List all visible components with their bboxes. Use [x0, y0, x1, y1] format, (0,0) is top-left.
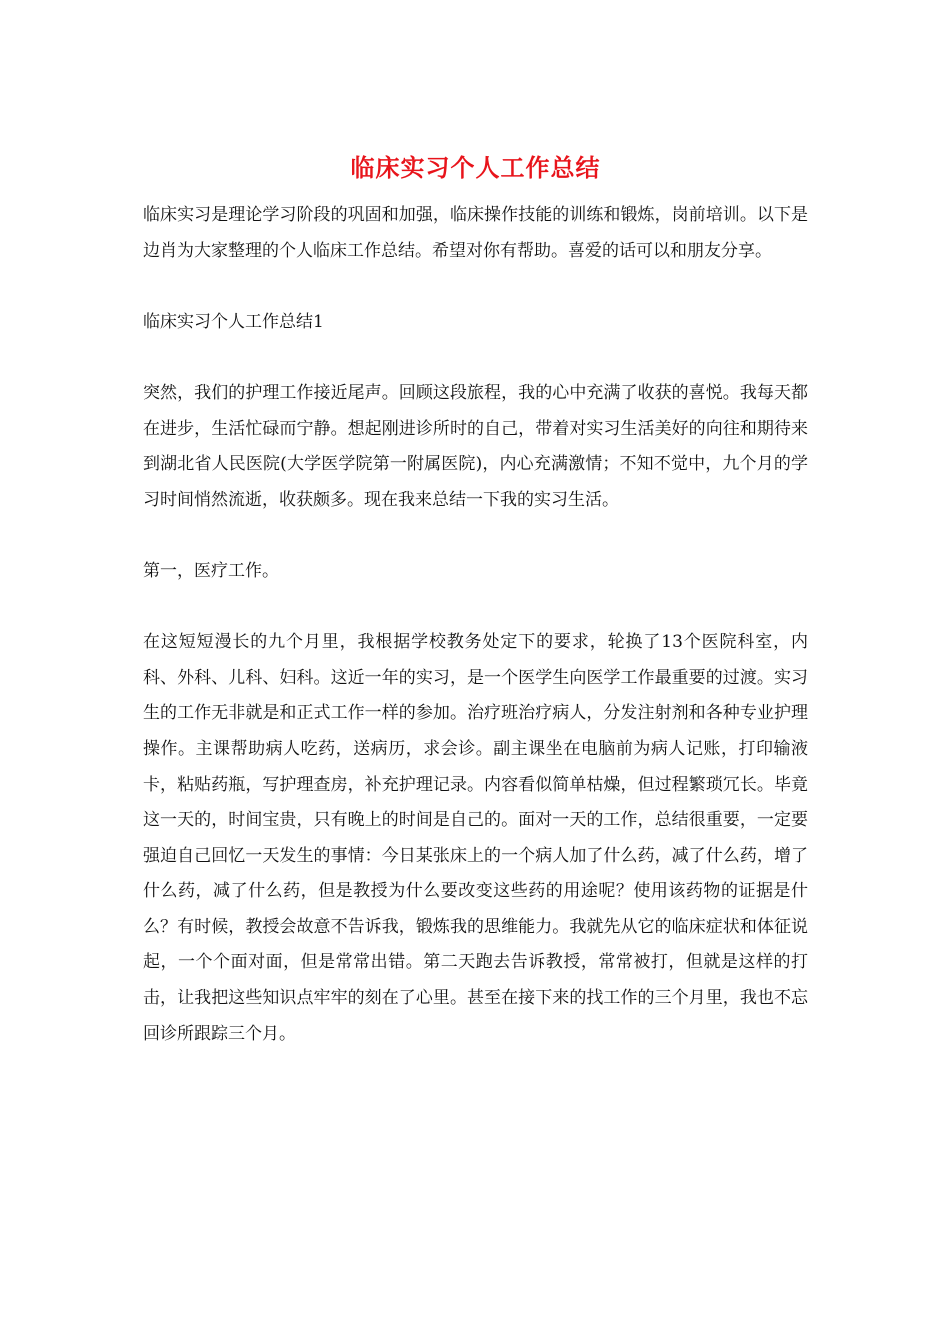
document-content — [143, 148, 808, 1052]
paragraph-spacer — [143, 340, 808, 376]
subsection-heading: 第一，医疗工作。 — [143, 560, 279, 581]
intro-paragraph: 临床实习是理论学习阶段的巩固和加强，临床操作技能的训练和锻炼，岗前培训。以下是边肖为大家整理的个人临床工作总结。希望对你有帮助。喜爱的话可以和朋友分享。 — [143, 205, 808, 261]
section-heading: 临床实习个人工作总结1 — [143, 311, 324, 332]
paragraph-spacer — [143, 518, 808, 554]
paragraph-spacer — [143, 590, 808, 626]
body-paragraph: 突然，我们的护理工作接近尾声。回顾这段旅程，我的心中充满了收获的喜悦。我每天都在进步，生活忙碌而宁静。想起刚进诊所时的自己，带着对实习生活美好的向往和期待来到湖北省人民医院(大学医学院第一附属医院)，内心充满激情；不知不觉中，九个月的学习时间悄然流逝，收获颇多。现在我来总结一下我的实习生活。 — [143, 382, 808, 510]
body-paragraph: 在这短短漫长的九个月里，我根据学校教务处定下的要求，轮换了13个医院科室，内科、外科、儿科、妇科。这近一年的实习，是一个医学生向医学工作最重要的过渡。实习生的工作无非就是和正式工作一样的参加。治疗班治疗病人，分发注射剂和各种专业护理操作。主课帮助病人吃药，送病历，求会诊。副主课坐在电脑前为病人记账，打印输液卡，粘贴药瓶，写护理查房，补充护理记录。内容看似简单枯燥，但过程繁琐冗长。毕竟这一天的，时间宝贵，只有晚上的时间是自己的。面对一天的工作，总结很重要，一定要强迫自己回忆一天发生的事情：今日某张床上的一个病人加了什么药，减了什么药，增了什么药，减了什么药，但是教授为什么要改变这些药的用途呢？使用该药物的证据是什么？有时候，教授会故意不告诉我，锻炼我的思维能力。我就先从它的临床症状和体征说起，一个个面对面，但是常常出错。第二天跑去告诉教授，常常被打，但就是这样的打击，让我把这些知识点牢牢的刻在了心里。甚至在接下来的找工作的三个月里，我也不忘回诊所跟踪三个月。 — [143, 632, 808, 1044]
document-title: 临床实习个人工作总结 — [350, 153, 601, 182]
paragraph-spacer — [143, 269, 808, 305]
